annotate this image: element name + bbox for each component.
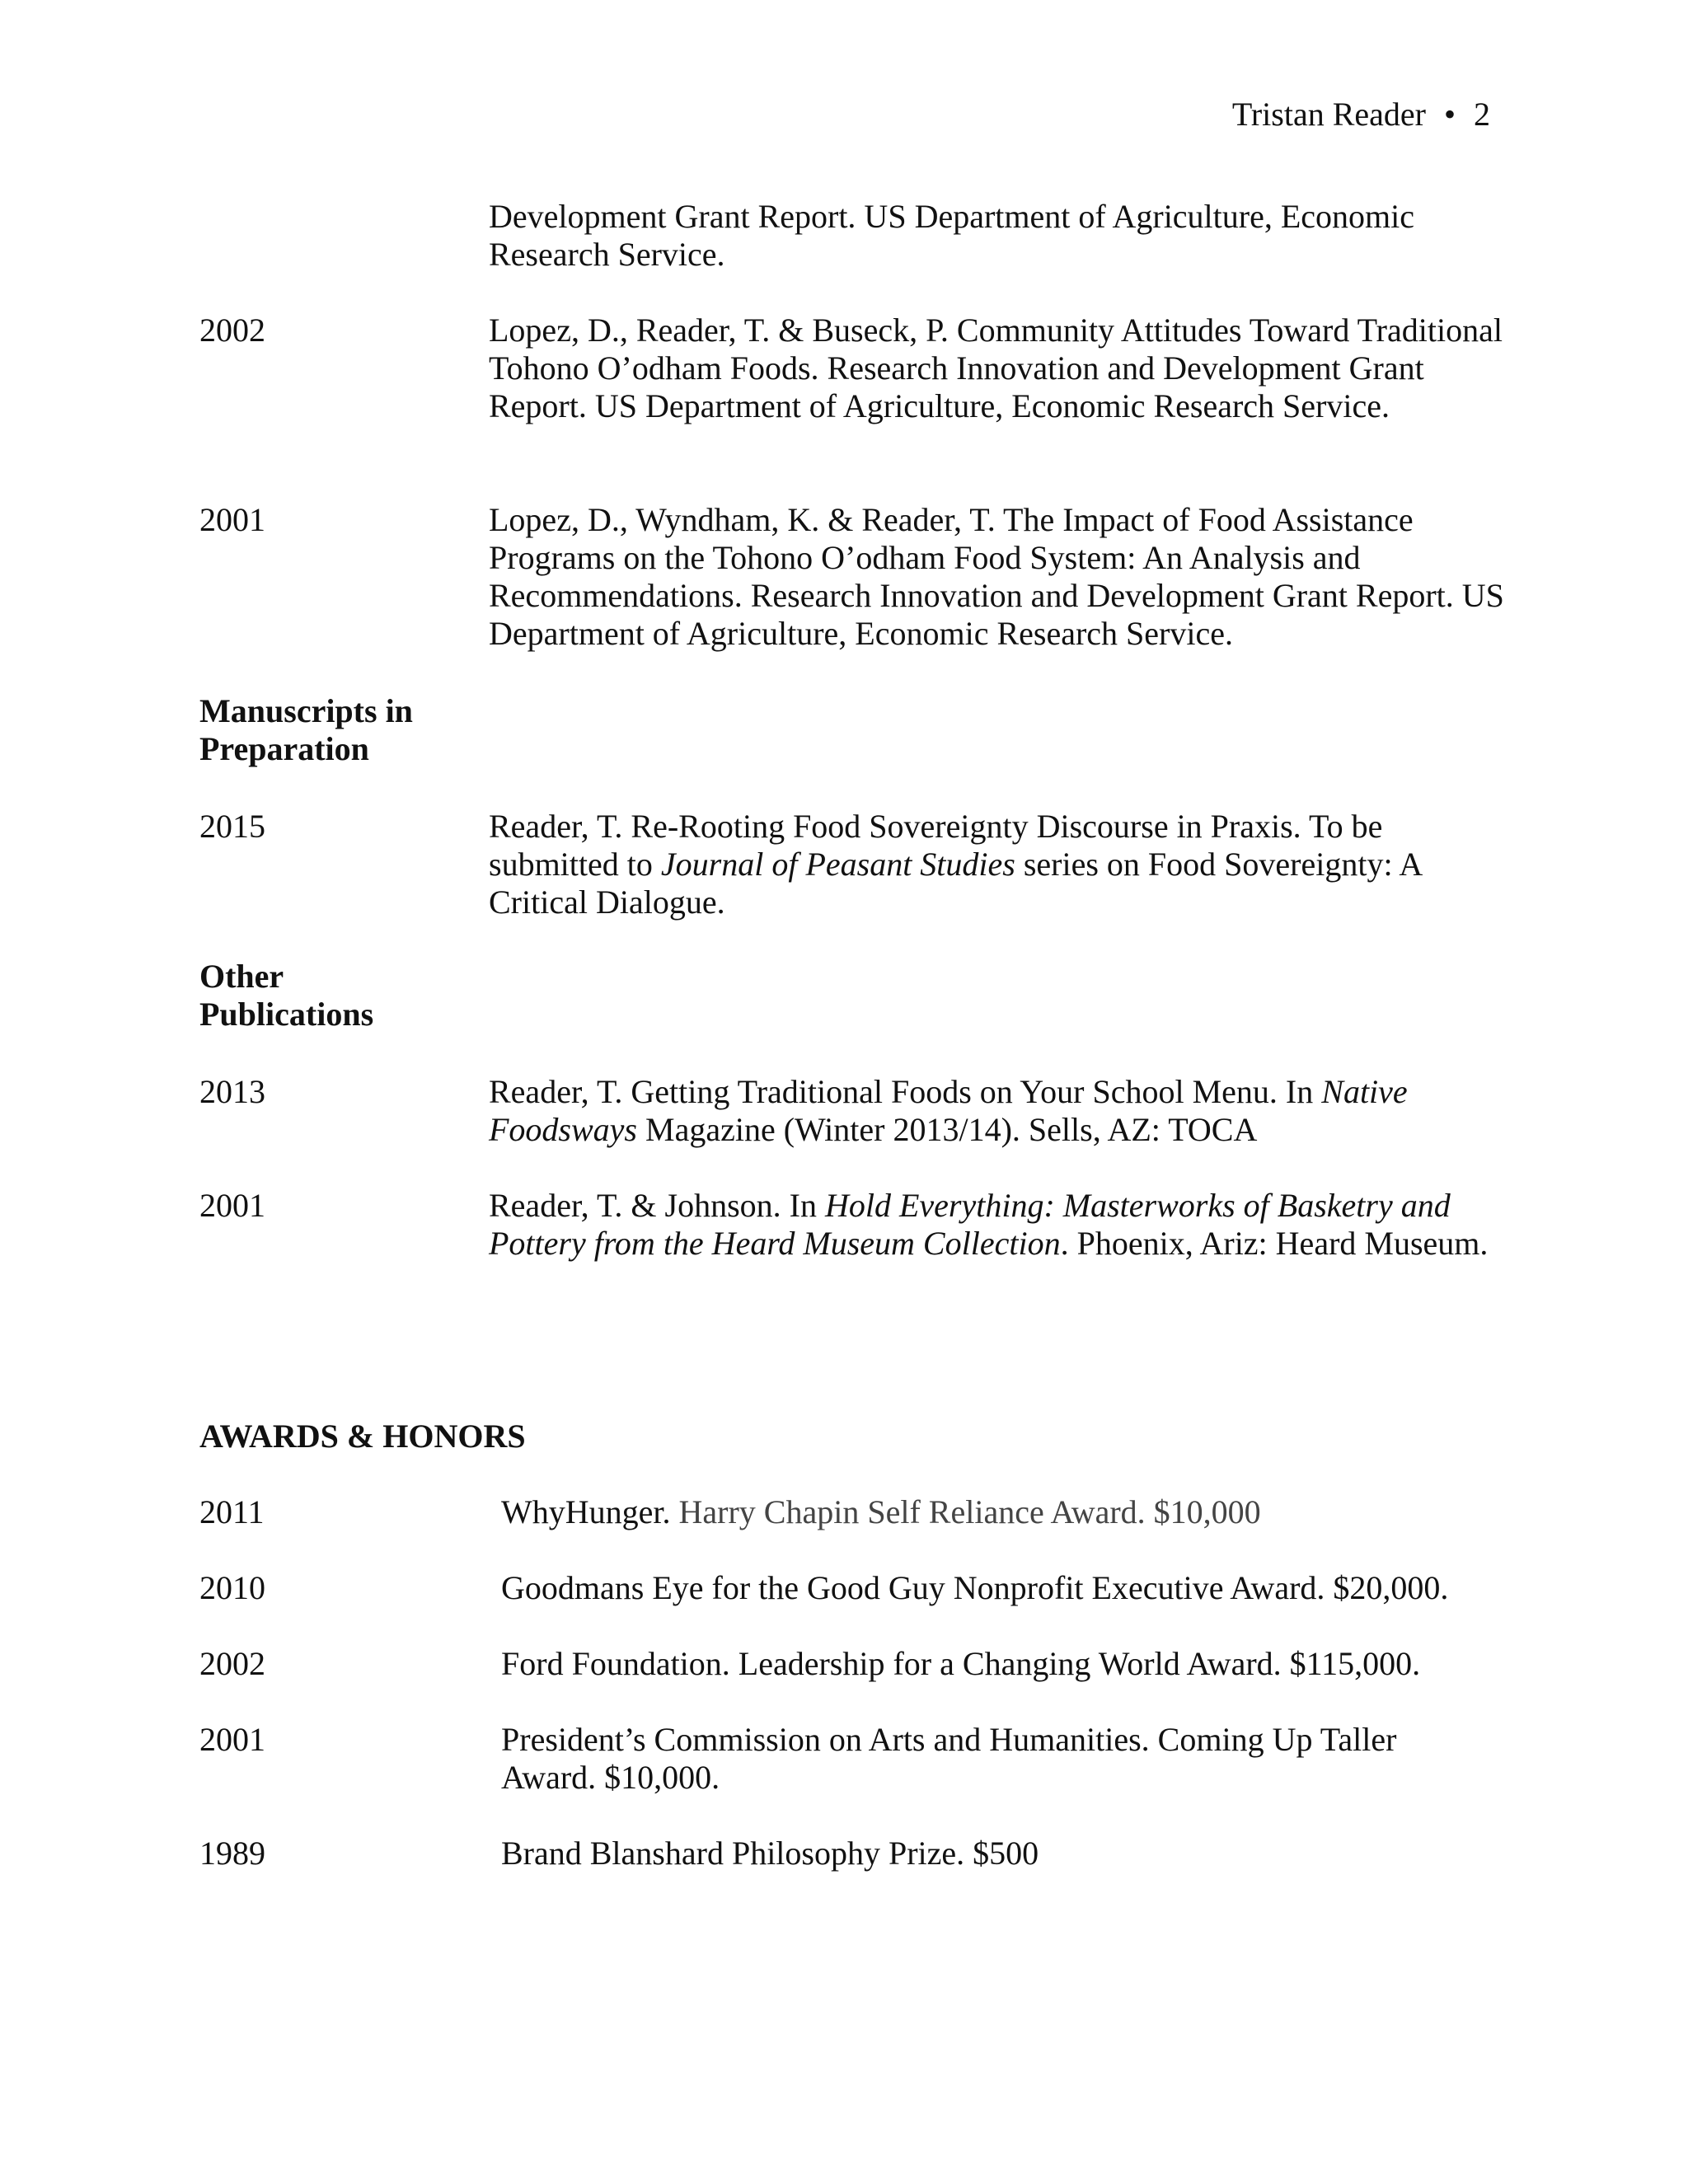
entry-year: 2002 xyxy=(199,1645,265,1682)
heading-line-1: Other xyxy=(199,958,284,995)
entry-year: 2001 xyxy=(199,501,265,538)
continued-line-1: Development Grant Report. US Department of Agriculture, Economic xyxy=(489,198,1415,235)
entry-text xyxy=(489,1073,1511,1149)
continued-line-2: Research Service. xyxy=(489,236,725,273)
section-heading-awards: AWARDS & HONORS xyxy=(199,1418,526,1455)
heading-line-2: Preparation xyxy=(199,730,369,767)
entry-text-pre: Reader, T. Getting Traditional Foods on Your School Menu. In xyxy=(489,1073,1322,1110)
entry-year: 2011 xyxy=(199,1493,265,1530)
entry-text-italic: Native Foodsways xyxy=(489,1073,1408,1148)
entry-text xyxy=(501,1493,1573,1531)
entry-year: 1989 xyxy=(199,1835,265,1872)
entry-text-italic: Hold Everything: Masterworks of Basketry and Pottery from the Heard Museum Collection xyxy=(489,1187,1451,1262)
page-header xyxy=(1232,96,1490,134)
entry-year: 2001 xyxy=(199,1187,265,1224)
heading-line-1: Manuscripts in xyxy=(199,692,413,729)
heading-line-2: Publications xyxy=(199,996,374,1033)
section-heading-manuscripts xyxy=(199,692,447,768)
entry-text-pre: Reader, T. & Johnson. In xyxy=(489,1187,825,1224)
entry-year: 2010 xyxy=(199,1569,265,1606)
entry-text xyxy=(489,1187,1511,1263)
entry-text-pre: Reader, T. Re-Rooting Food Sovereignty Discourse in Praxis. To be submitted to xyxy=(489,808,1383,883)
entry-text-post: . Phoenix, Ariz: Heard Museum. xyxy=(1060,1225,1489,1262)
entry-year: 2002 xyxy=(199,312,265,349)
entry-year: 2013 xyxy=(199,1073,265,1110)
award-name: Harry Chapin Self Reliance Award. $10,000 xyxy=(678,1493,1261,1530)
award-org: WhyHunger. xyxy=(501,1493,679,1530)
entry-text xyxy=(489,808,1511,921)
page-number: 2 xyxy=(1474,96,1490,133)
entry-text: Lopez, D., Reader, T. & Buseck, P. Community Attitudes Toward Traditional Tohono O’odham Foods. Research Innovation and Development Grant Report. US Department of Agriculture, Economic Research Service. xyxy=(489,312,1503,424)
entry-text-post: series on Food Sovereignty: A Critical Dialogue. xyxy=(489,846,1422,921)
entry-text: President’s Commission on Arts and Humanities. Coming Up Taller Award. $10,000. xyxy=(501,1721,1397,1796)
continued-entry-text xyxy=(489,198,1511,274)
entry-text-post: Magazine (Winter 2013/14). Sells, AZ: TOCA xyxy=(637,1111,1258,1148)
entry-year: 2015 xyxy=(199,808,265,845)
entry-text: Lopez, D., Wyndham, K. & Reader, T. The Impact of Food Assistance Programs on the Tohono O’odham Food System: An Analysis and Recommendations. Research Innovation and Development Grant Report. US Department of Agriculture, Economic Research Service. xyxy=(489,501,1504,652)
entry-text-italic: Journal of Peasant Studies xyxy=(660,846,1015,883)
author-name: Tristan Reader xyxy=(1231,96,1426,133)
header-bullet: • xyxy=(1443,96,1456,133)
entry-year: 2001 xyxy=(199,1721,265,1758)
entry-text: Ford Foundation. Leadership for a Changing World Award. $115,000. xyxy=(501,1645,1421,1682)
entry-text: Brand Blanshard Philosophy Prize. $500 xyxy=(501,1835,1039,1872)
section-heading-other-publications xyxy=(199,958,447,1033)
entry-text: Goodmans Eye for the Good Guy Nonprofit Executive Award. $20,000. xyxy=(501,1569,1449,1606)
